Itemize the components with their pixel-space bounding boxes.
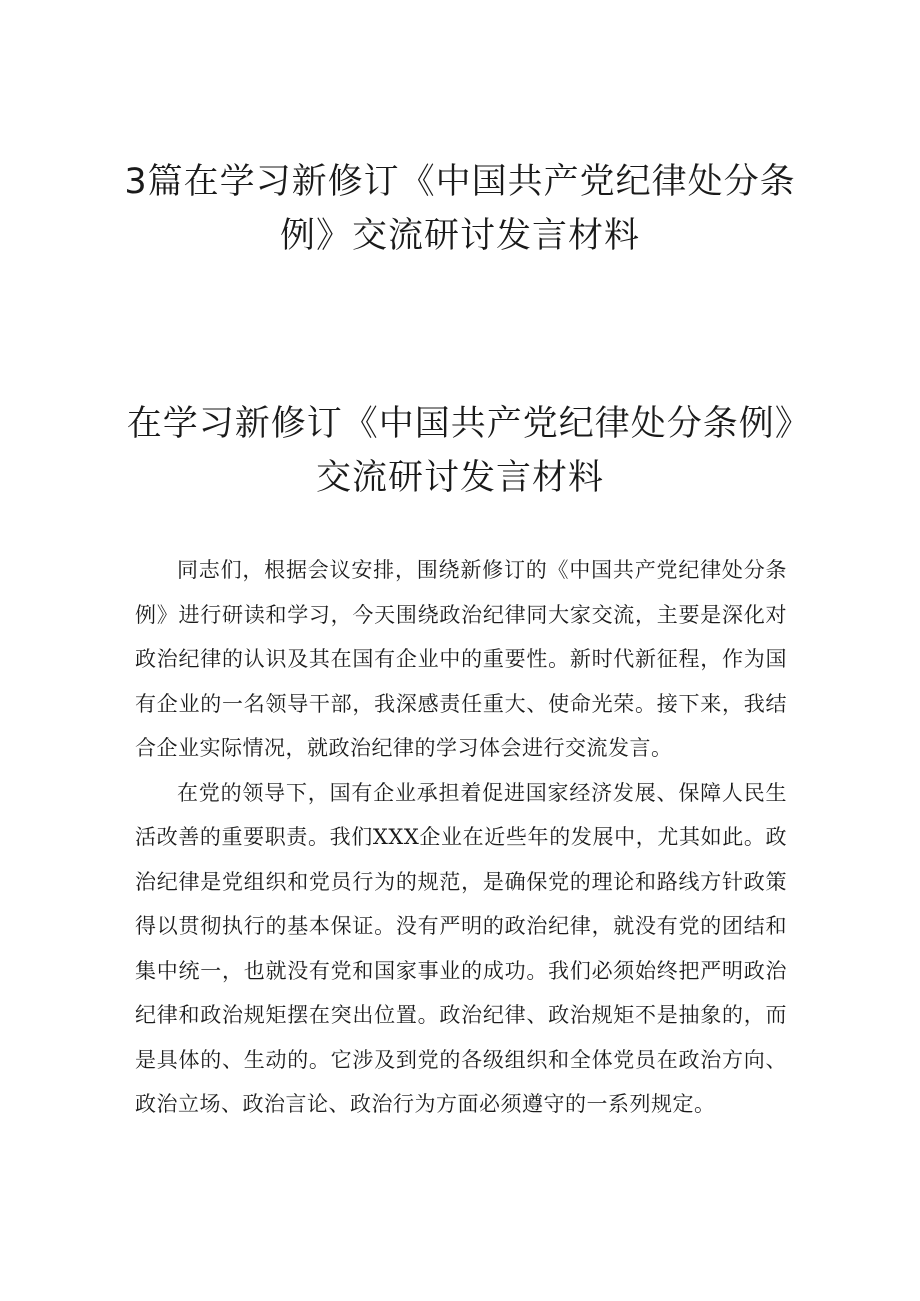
section-title: 在学习新修订《中国共产党纪律处分条例》交流研讨发言材料 bbox=[126, 404, 794, 498]
document-body bbox=[135, 548, 787, 1127]
body-paragraph: 在党的领导下，国有企业承担着促进国家经济发展、保障人民生活改善的重要职责。我们XXX企业在近些年的发展中，尤其如此。政治纪律是党组织和党员行为的规范，是确保党的理论和路线方针政策得以贯彻执行的基本保证。没有严明的政治纪律，就没有党的团结和集中统一，也就没有党和国家事业的成功。我们必须始终把严明政治纪律和政治规矩摆在突出位置。政治纪律、政治规矩不是抽象的，而是具体的、生动的。它涉及到党的各级组织和全体党员在政治方向、政治立场、政治言论、政治行为方面必须遵守的一系列规定。 bbox=[135, 780, 787, 1116]
document-title: 3篇在学习新修订《中国共产党纪律处分条例》交流研讨发言材料 bbox=[124, 162, 796, 256]
body-paragraph: 同志们，根据会议安排，围绕新修订的《中国共产党纪律处分条例》进行研读和学习，今天围绕政治纪律同大家交流，主要是深化对政治纪律的认识及其在国有企业中的重要性。新时代新征程，作为国有企业的一名领导干部，我深感责任重大、使命光荣。接下来，我结合企业实际情况，就政治纪律的学习体会进行交流发言。 bbox=[135, 558, 787, 760]
